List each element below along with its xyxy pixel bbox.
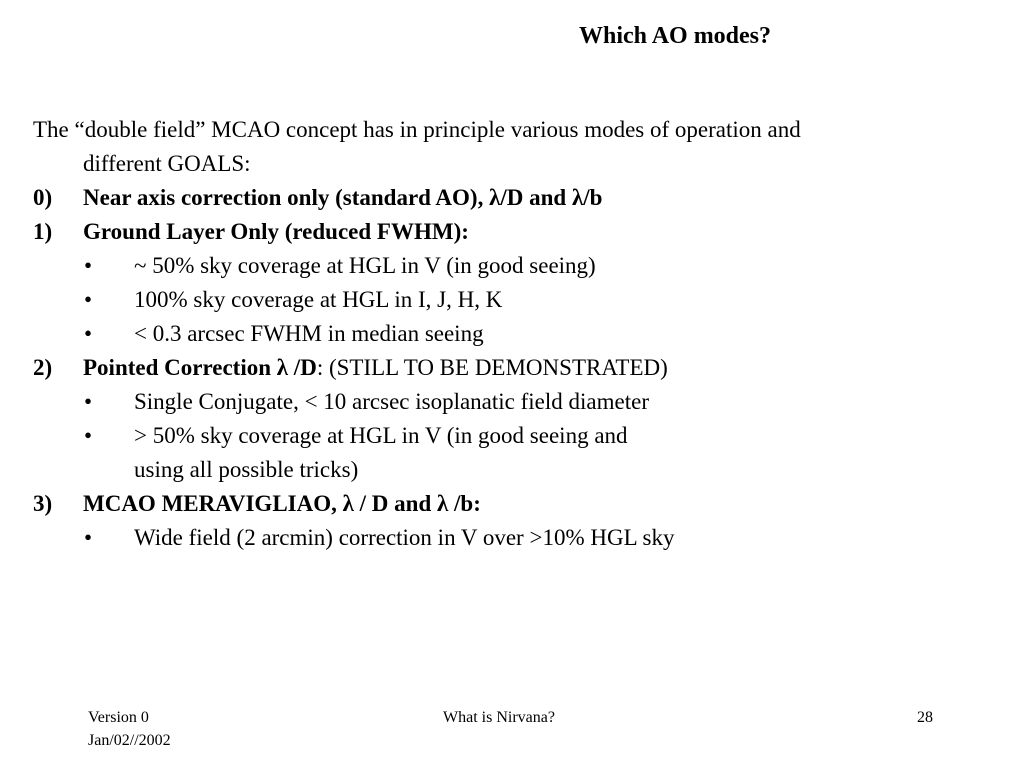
footer-center: What is Nirvana? [443,709,555,726]
item-1-bullet-1: 100% sky coverage at HGL in I, J, H, K [134,287,503,312]
bullet-icon: • [84,389,93,414]
footer-date: Jan/02//2002 [88,732,171,749]
item-number-3: 3) [33,491,53,516]
item-1-bullet-2: < 0.3 arcsec FWHM in median seeing [134,321,484,346]
footer-version: Version 0 [88,709,149,726]
item-heading-0: Near axis correction only (standard AO), λ/D and λ/b [83,185,603,210]
slide-title: Which AO modes? [579,23,772,49]
footer-left [88,706,171,752]
item-heading-1: Ground Layer Only (reduced FWHM): [83,219,469,244]
item-number-0: 0) [33,185,53,210]
bullet-icon: • [84,287,93,312]
item-number-2: 2) [33,355,53,380]
bullet-icon: • [84,253,93,278]
item-line-2 [83,351,668,385]
item-3-bullet-0: Wide field (2 arcmin) correction in V over >10% HGL sky [134,525,675,550]
item-2-bullet-1: > 50% sky coverage at HGL in V (in good seeing and [134,423,628,448]
item-heading-3: MCAO MERAVIGLIAO, λ / D and λ /b: [83,491,481,516]
item-heading-2: Pointed Correction λ /D [83,355,317,380]
intro-line-2: different GOALS: [83,151,251,176]
bullet-icon: • [84,423,93,448]
page-number: 28 [917,709,933,726]
bullet-icon: • [84,321,93,346]
item-2-bullet-1-continuation: using all possible tricks) [134,457,359,482]
item-number-1: 1) [33,219,53,244]
item-tail-2: : (STILL TO BE DEMONSTRATED) [316,355,668,380]
item-1-bullet-0: ~ 50% sky coverage at HGL in V (in good seeing) [134,253,596,278]
intro-line-1: The “double field” MCAO concept has in principle various modes of operation and [33,117,801,142]
bullet-icon: • [84,525,93,550]
item-2-bullet-0: Single Conjugate, < 10 arcsec isoplanatic field diameter [134,389,649,414]
